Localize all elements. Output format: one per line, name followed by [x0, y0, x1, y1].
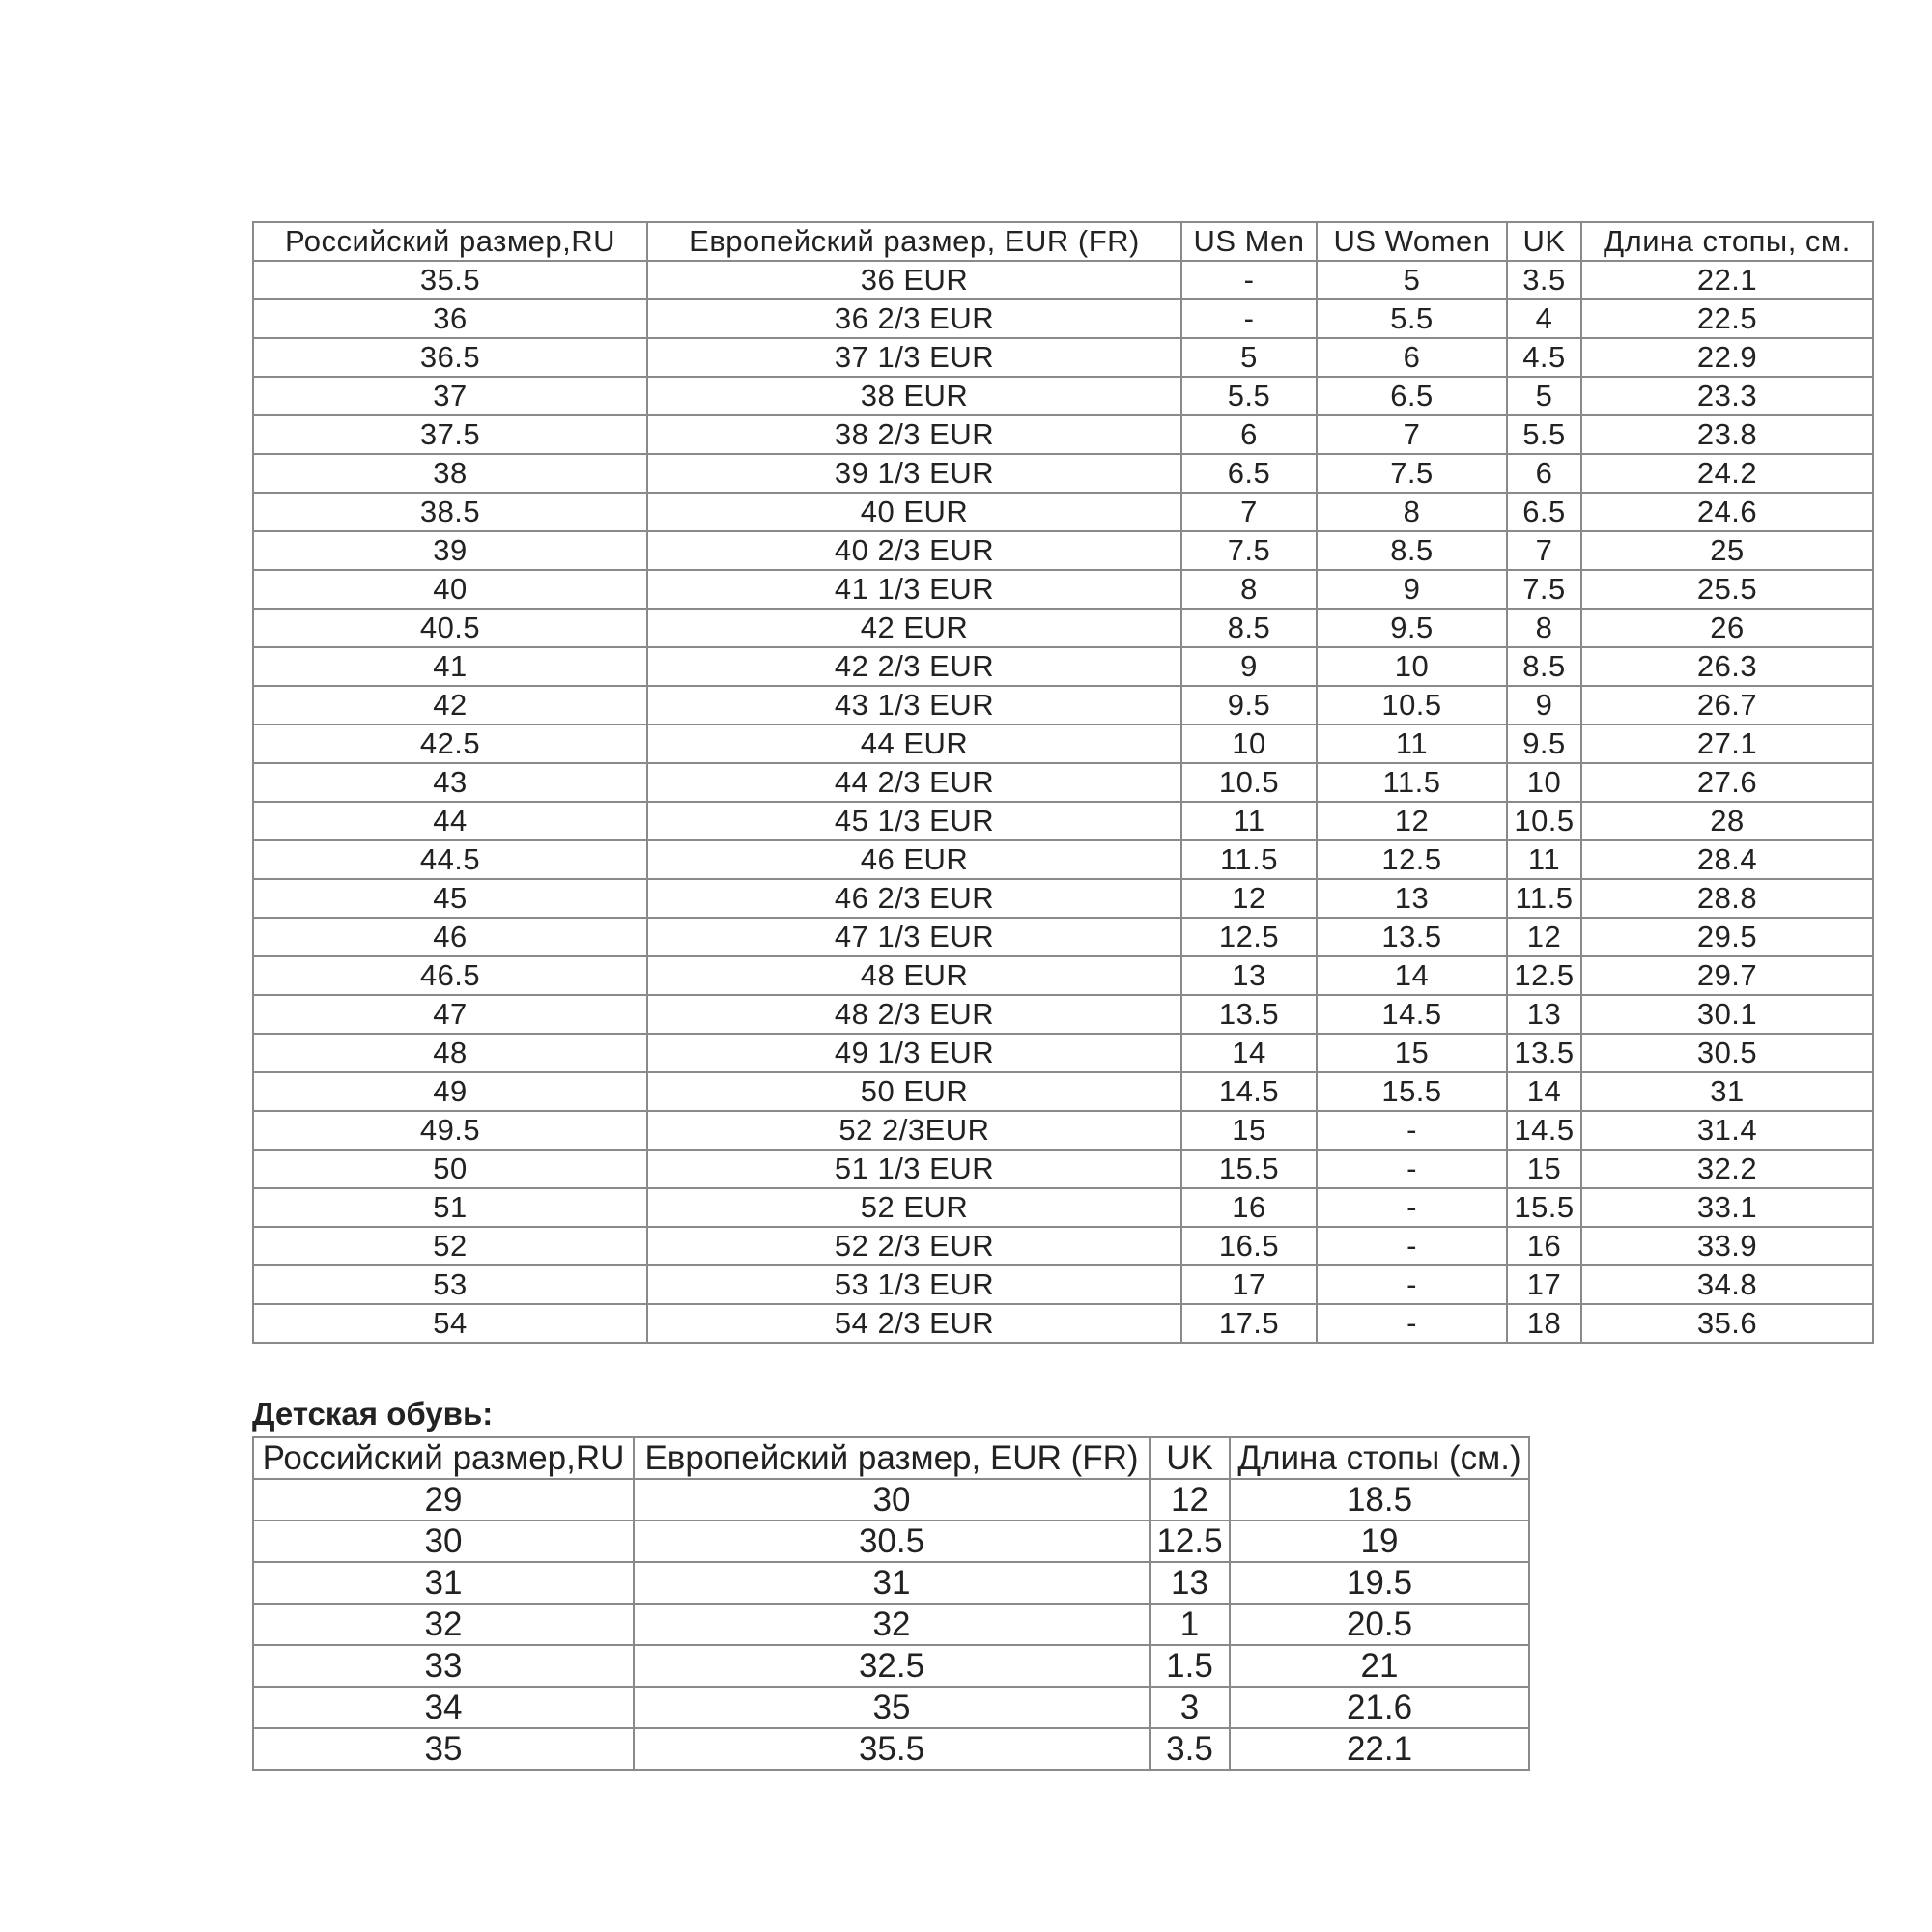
table-cell: 26.3 — [1581, 647, 1873, 686]
table-cell: 6 — [1317, 338, 1507, 377]
table-cell: 16.5 — [1181, 1227, 1317, 1265]
kids-header-cell: Европейский размер, EUR (FR) — [634, 1437, 1150, 1479]
table-cell: 7 — [1507, 531, 1581, 570]
table-cell: 7 — [1317, 415, 1507, 454]
table-cell: 17 — [1181, 1265, 1317, 1304]
table-cell: 33.9 — [1581, 1227, 1873, 1265]
table-row — [253, 261, 1873, 299]
table-cell: 30.5 — [634, 1520, 1150, 1562]
table-cell: 41 1/3 EUR — [647, 570, 1181, 609]
table-cell: 11 — [1507, 840, 1581, 879]
table-cell: 49 — [253, 1072, 647, 1111]
table-cell: 44 EUR — [647, 724, 1181, 763]
table-cell: 46 EUR — [647, 840, 1181, 879]
table-cell: 41 — [253, 647, 647, 686]
table-cell: 48 EUR — [647, 956, 1181, 995]
table-cell: 9.5 — [1507, 724, 1581, 763]
table-cell: 18.5 — [1230, 1479, 1529, 1520]
table-cell: 28.4 — [1581, 840, 1873, 879]
table-cell: 54 2/3 EUR — [647, 1304, 1181, 1343]
adult-header-cell: Российский размер,RU — [253, 222, 647, 261]
table-row — [253, 1687, 1529, 1728]
table-cell: 11 — [1317, 724, 1507, 763]
table-cell: 15.5 — [1181, 1150, 1317, 1188]
table-row — [253, 570, 1873, 609]
table-cell: 49.5 — [253, 1111, 647, 1150]
adult-header-cell: US Men — [1181, 222, 1317, 261]
table-cell: 39 1/3 EUR — [647, 454, 1181, 493]
table-cell: 37 1/3 EUR — [647, 338, 1181, 377]
table-row — [253, 531, 1873, 570]
table-cell: 15.5 — [1317, 1072, 1507, 1111]
table-cell: - — [1181, 261, 1317, 299]
table-cell: 13 — [1181, 956, 1317, 995]
table-row — [253, 1034, 1873, 1072]
table-row — [253, 763, 1873, 802]
table-cell: 5.5 — [1317, 299, 1507, 338]
table-cell: 20.5 — [1230, 1604, 1529, 1645]
table-cell: 3.5 — [1150, 1728, 1230, 1770]
table-cell: 22.5 — [1581, 299, 1873, 338]
table-cell: 31 — [634, 1562, 1150, 1604]
table-cell: 52 — [253, 1227, 647, 1265]
table-cell: 5 — [1317, 261, 1507, 299]
kids-header-cell: Длина стопы (см.) — [1230, 1437, 1529, 1479]
table-row — [253, 918, 1873, 956]
table-cell: 25.5 — [1581, 570, 1873, 609]
table-cell: 47 1/3 EUR — [647, 918, 1181, 956]
table-cell: 6 — [1181, 415, 1317, 454]
table-row — [253, 415, 1873, 454]
kids-table-body — [253, 1479, 1529, 1770]
table-cell: 8.5 — [1507, 647, 1581, 686]
table-row — [253, 1520, 1529, 1562]
table-cell: 9.5 — [1317, 609, 1507, 647]
adult-header-cell: Длина стопы, см. — [1581, 222, 1873, 261]
table-cell: 8.5 — [1317, 531, 1507, 570]
table-row — [253, 609, 1873, 647]
table-cell: 31 — [253, 1562, 634, 1604]
table-row — [253, 1645, 1529, 1687]
table-cell: 40 EUR — [647, 493, 1181, 531]
table-cell: 51 1/3 EUR — [647, 1150, 1181, 1188]
adult-header-cell: Европейский размер, EUR (FR) — [647, 222, 1181, 261]
kids-section-title: Детская обувь: — [252, 1396, 494, 1432]
table-cell: 11.5 — [1507, 879, 1581, 918]
kids-header-cell: UK — [1150, 1437, 1230, 1479]
table-cell: 36 2/3 EUR — [647, 299, 1181, 338]
table-cell: 15 — [1317, 1034, 1507, 1072]
table-cell: 52 2/3 EUR — [647, 1227, 1181, 1265]
table-cell: 14 — [1317, 956, 1507, 995]
table-cell: 42.5 — [253, 724, 647, 763]
table-cell: 36 — [253, 299, 647, 338]
table-cell: 35.5 — [253, 261, 647, 299]
table-cell: 24.6 — [1581, 493, 1873, 531]
table-cell: 8 — [1507, 609, 1581, 647]
table-cell: 47 — [253, 995, 647, 1034]
table-cell: 51 — [253, 1188, 647, 1227]
table-row — [253, 1479, 1529, 1520]
table-cell: 25 — [1581, 531, 1873, 570]
table-cell: 45 1/3 EUR — [647, 802, 1181, 840]
table-cell: 10 — [1317, 647, 1507, 686]
table-cell: 26 — [1581, 609, 1873, 647]
table-row — [253, 724, 1873, 763]
table-cell: 32.2 — [1581, 1150, 1873, 1188]
table-cell: 5.5 — [1507, 415, 1581, 454]
table-cell: 37 — [253, 377, 647, 415]
table-cell: 10 — [1507, 763, 1581, 802]
table-cell: 12 — [1150, 1479, 1230, 1520]
table-row — [253, 995, 1873, 1034]
table-cell: 6.5 — [1507, 493, 1581, 531]
table-cell: 21.6 — [1230, 1687, 1529, 1728]
table-cell: 48 2/3 EUR — [647, 995, 1181, 1034]
table-cell: 27.1 — [1581, 724, 1873, 763]
table-cell: 17.5 — [1181, 1304, 1317, 1343]
kids-header-row — [253, 1437, 1529, 1479]
table-cell: 19.5 — [1230, 1562, 1529, 1604]
adult-size-table — [252, 221, 1874, 1344]
table-cell: 22.1 — [1581, 261, 1873, 299]
table-cell: 54 — [253, 1304, 647, 1343]
table-cell: 46 — [253, 918, 647, 956]
table-cell: 10.5 — [1317, 686, 1507, 724]
table-cell: 8.5 — [1181, 609, 1317, 647]
table-cell: 15 — [1181, 1111, 1317, 1150]
kids-size-table — [252, 1436, 1530, 1771]
adult-table-header — [253, 222, 1873, 261]
table-cell: 16 — [1181, 1188, 1317, 1227]
table-cell: 40 — [253, 570, 647, 609]
table-cell: 19 — [1230, 1520, 1529, 1562]
table-cell: 38 2/3 EUR — [647, 415, 1181, 454]
table-cell: 27.6 — [1581, 763, 1873, 802]
table-cell: - — [1317, 1150, 1507, 1188]
table-cell: 48 — [253, 1034, 647, 1072]
table-row — [253, 1728, 1529, 1770]
table-cell: 13 — [1507, 995, 1581, 1034]
table-cell: 7.5 — [1317, 454, 1507, 493]
table-cell: 5.5 — [1181, 377, 1317, 415]
table-cell: 34 — [253, 1687, 634, 1728]
table-cell: 3.5 — [1507, 261, 1581, 299]
table-cell: 43 — [253, 763, 647, 802]
table-cell: 35.5 — [634, 1728, 1150, 1770]
table-cell: 7.5 — [1507, 570, 1581, 609]
table-cell: 40 2/3 EUR — [647, 531, 1181, 570]
table-cell: 23.3 — [1581, 377, 1873, 415]
table-cell: 8 — [1181, 570, 1317, 609]
adult-header-row — [253, 222, 1873, 261]
table-cell: 11.5 — [1181, 840, 1317, 879]
table-row — [253, 377, 1873, 415]
table-row — [253, 1227, 1873, 1265]
table-cell: 45 — [253, 879, 647, 918]
table-cell: 30.5 — [1581, 1034, 1873, 1072]
table-row — [253, 956, 1873, 995]
table-cell: 11 — [1181, 802, 1317, 840]
table-cell: 22.9 — [1581, 338, 1873, 377]
table-row — [253, 1072, 1873, 1111]
table-cell: 10 — [1181, 724, 1317, 763]
table-cell: 34.8 — [1581, 1265, 1873, 1304]
table-cell: - — [1317, 1227, 1507, 1265]
table-cell: 12.5 — [1507, 956, 1581, 995]
table-row — [253, 879, 1873, 918]
table-cell: 5 — [1507, 377, 1581, 415]
table-cell: - — [1317, 1304, 1507, 1343]
table-cell: 30 — [253, 1520, 634, 1562]
table-cell: 13.5 — [1507, 1034, 1581, 1072]
table-cell: 28.8 — [1581, 879, 1873, 918]
table-row — [253, 1188, 1873, 1227]
kids-header-cell: Российский размер,RU — [253, 1437, 634, 1479]
table-cell: 8 — [1317, 493, 1507, 531]
table-cell: 22.1 — [1230, 1728, 1529, 1770]
table-cell: 12.5 — [1150, 1520, 1230, 1562]
table-cell: 44 2/3 EUR — [647, 763, 1181, 802]
table-cell: 13 — [1317, 879, 1507, 918]
table-cell: 12.5 — [1181, 918, 1317, 956]
table-row — [253, 1111, 1873, 1150]
table-cell: 15.5 — [1507, 1188, 1581, 1227]
table-cell: 35 — [253, 1728, 634, 1770]
table-cell: 4.5 — [1507, 338, 1581, 377]
table-cell: 17 — [1507, 1265, 1581, 1304]
table-cell: 15 — [1507, 1150, 1581, 1188]
table-cell: 7.5 — [1181, 531, 1317, 570]
table-cell: 35.6 — [1581, 1304, 1873, 1343]
table-cell: 9.5 — [1181, 686, 1317, 724]
table-cell: 50 — [253, 1150, 647, 1188]
table-cell: 1.5 — [1150, 1645, 1230, 1687]
table-cell: 32 — [253, 1604, 634, 1645]
table-cell: 6.5 — [1317, 377, 1507, 415]
table-cell: 10.5 — [1181, 763, 1317, 802]
table-cell: 38 — [253, 454, 647, 493]
table-cell: 12 — [1181, 879, 1317, 918]
table-cell: 14 — [1507, 1072, 1581, 1111]
table-row — [253, 338, 1873, 377]
table-cell: 26.7 — [1581, 686, 1873, 724]
table-row — [253, 647, 1873, 686]
adult-table-body — [253, 261, 1873, 1343]
table-cell: 42 EUR — [647, 609, 1181, 647]
table-cell: 23.8 — [1581, 415, 1873, 454]
table-cell: 46 2/3 EUR — [647, 879, 1181, 918]
table-row — [253, 1562, 1529, 1604]
table-cell: 53 — [253, 1265, 647, 1304]
table-row — [253, 1304, 1873, 1343]
table-cell: 24.2 — [1581, 454, 1873, 493]
table-row — [253, 1150, 1873, 1188]
table-cell: 42 2/3 EUR — [647, 647, 1181, 686]
table-cell: 18 — [1507, 1304, 1581, 1343]
table-cell: 52 2/3EUR — [647, 1111, 1181, 1150]
table-cell: 29.7 — [1581, 956, 1873, 995]
table-cell: 30 — [634, 1479, 1150, 1520]
table-cell: 9 — [1317, 570, 1507, 609]
table-cell: 37.5 — [253, 415, 647, 454]
table-row — [253, 454, 1873, 493]
table-cell: 6.5 — [1181, 454, 1317, 493]
table-cell: 11.5 — [1317, 763, 1507, 802]
table-cell: 29.5 — [1581, 918, 1873, 956]
table-cell: 6 — [1507, 454, 1581, 493]
table-cell: 7 — [1181, 493, 1317, 531]
table-row — [253, 840, 1873, 879]
table-cell: 14.5 — [1507, 1111, 1581, 1150]
table-row — [253, 1604, 1529, 1645]
table-row — [253, 493, 1873, 531]
table-cell: 44.5 — [253, 840, 647, 879]
table-cell: 31 — [1581, 1072, 1873, 1111]
table-cell: 14 — [1181, 1034, 1317, 1072]
table-cell: 3 — [1150, 1687, 1230, 1728]
table-cell: 4 — [1507, 299, 1581, 338]
table-row — [253, 802, 1873, 840]
table-cell: 40.5 — [253, 609, 647, 647]
table-cell: 36.5 — [253, 338, 647, 377]
table-cell: 21 — [1230, 1645, 1529, 1687]
table-cell: 9 — [1181, 647, 1317, 686]
adult-header-cell: US Women — [1317, 222, 1507, 261]
table-cell: - — [1181, 299, 1317, 338]
table-cell: 36 EUR — [647, 261, 1181, 299]
table-cell: 31.4 — [1581, 1111, 1873, 1150]
table-cell: 13.5 — [1317, 918, 1507, 956]
table-cell: 9 — [1507, 686, 1581, 724]
kids-table-header — [253, 1437, 1529, 1479]
table-cell: 16 — [1507, 1227, 1581, 1265]
table-cell: 12 — [1317, 802, 1507, 840]
table-cell: 38.5 — [253, 493, 647, 531]
table-cell: 32.5 — [634, 1645, 1150, 1687]
table-cell: 38 EUR — [647, 377, 1181, 415]
table-cell: 52 EUR — [647, 1188, 1181, 1227]
table-cell: 35 — [634, 1687, 1150, 1728]
table-cell: 49 1/3 EUR — [647, 1034, 1181, 1072]
table-cell: 30.1 — [1581, 995, 1873, 1034]
table-cell: 13.5 — [1181, 995, 1317, 1034]
table-cell: 10.5 — [1507, 802, 1581, 840]
table-cell: 44 — [253, 802, 647, 840]
table-cell: 46.5 — [253, 956, 647, 995]
table-row — [253, 1265, 1873, 1304]
table-cell: 28 — [1581, 802, 1873, 840]
table-row — [253, 686, 1873, 724]
table-cell: 12.5 — [1317, 840, 1507, 879]
table-cell: 13 — [1150, 1562, 1230, 1604]
adult-header-cell: UK — [1507, 222, 1581, 261]
table-cell: 33.1 — [1581, 1188, 1873, 1227]
table-cell: 33 — [253, 1645, 634, 1687]
table-cell: 42 — [253, 686, 647, 724]
table-cell: 1 — [1150, 1604, 1230, 1645]
table-cell: - — [1317, 1265, 1507, 1304]
table-cell: 12 — [1507, 918, 1581, 956]
table-cell: 14.5 — [1181, 1072, 1317, 1111]
table-cell: 5 — [1181, 338, 1317, 377]
table-cell: 39 — [253, 531, 647, 570]
table-cell: 50 EUR — [647, 1072, 1181, 1111]
table-cell: 32 — [634, 1604, 1150, 1645]
table-cell: 53 1/3 EUR — [647, 1265, 1181, 1304]
table-cell: 43 1/3 EUR — [647, 686, 1181, 724]
table-cell: - — [1317, 1188, 1507, 1227]
table-cell: 14.5 — [1317, 995, 1507, 1034]
table-cell: 29 — [253, 1479, 634, 1520]
table-row — [253, 299, 1873, 338]
table-cell: - — [1317, 1111, 1507, 1150]
